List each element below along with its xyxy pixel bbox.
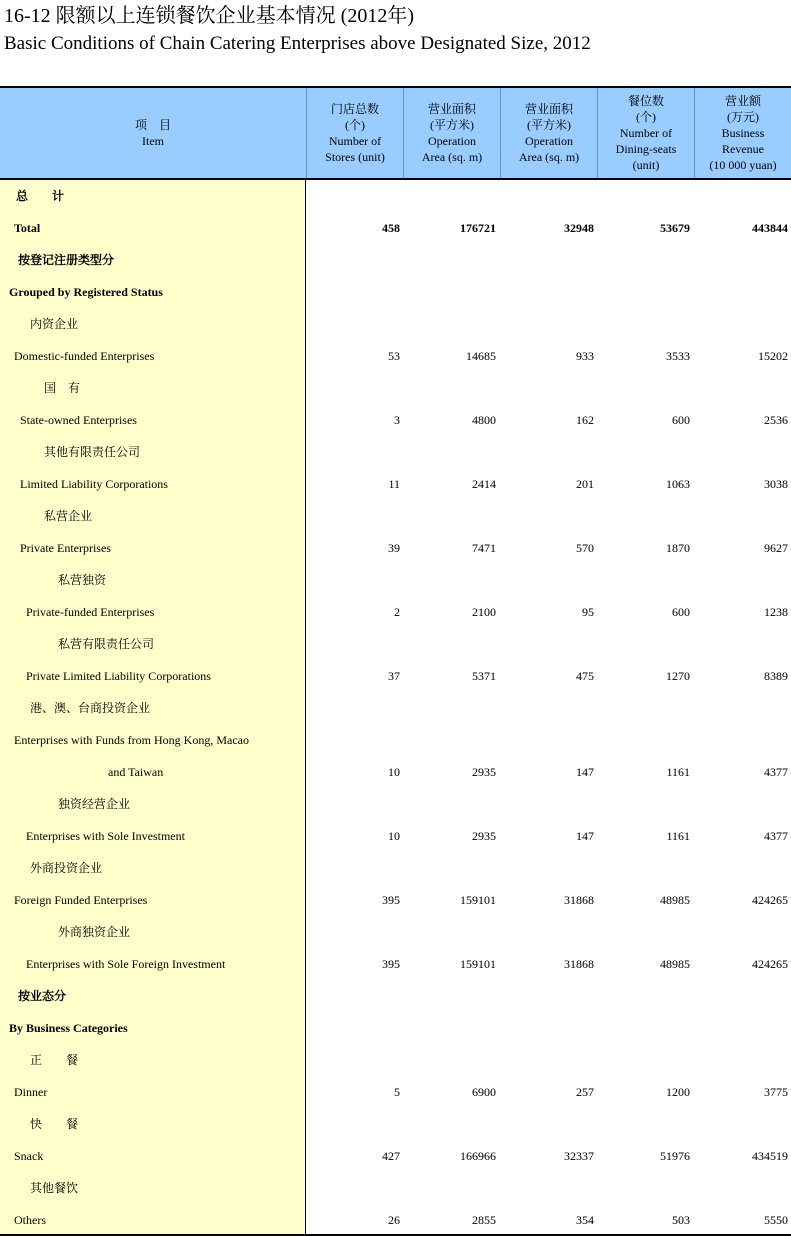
cell-revenue: 1238 [764,605,788,619]
table-row [0,1140,791,1172]
row-label: 外商独资企业 [58,925,131,939]
cell-stores: 395 [382,893,400,907]
header-area1-en2: Area (sq. m) [421,150,483,164]
cell-seats: 1200 [666,1085,690,1099]
cell-area-1: 2414 [472,477,496,491]
row-label: 独资经营企业 [58,797,131,811]
header-area2-cn: 营业面积 [524,102,573,116]
header-item-en: Item [142,134,164,148]
cell-revenue: 9627 [764,541,788,555]
cell-area-1: 166966 [460,1149,496,1163]
row-label: Private-funded Enterprises [26,605,155,619]
cell-area-2: 32948 [564,221,594,235]
header-stores-en1: Number of [328,134,382,148]
cell-seats: 600 [672,605,690,619]
cell-area-1: 159101 [460,893,496,907]
header-seats-en2: Dining-seats [615,142,677,156]
table-row [0,1012,791,1044]
cell-area-1: 7471 [472,541,496,555]
table-row [0,820,791,852]
cell-revenue: 424265 [752,957,788,971]
table-row [0,276,791,308]
row-label: 正 餐 [30,1053,79,1067]
table-row [0,692,791,724]
cell-stores: 10 [388,829,400,843]
cell-area-2: 31868 [564,957,594,971]
row-label: Snack [14,1149,44,1163]
table-row [0,1108,791,1140]
cell-seats: 1161 [666,765,690,779]
table-row [0,1172,791,1204]
cell-area-1: 2935 [472,765,496,779]
header-revenue-en3: (10 000 yuan) [709,158,777,172]
header-area1-en1: Operation [428,134,476,148]
table-row [0,404,791,436]
cell-area-2: 933 [576,349,594,363]
row-label: Others [14,1213,46,1227]
header-area2-en2: Area (sq. m) [518,150,580,164]
cell-area-2: 201 [576,477,594,491]
table-row [0,884,791,916]
table-row [0,468,791,500]
cell-stores: 10 [388,765,400,779]
cell-seats: 600 [672,413,690,427]
cell-revenue: 4377 [764,765,788,779]
table-row [0,1204,791,1236]
row-label: Total [14,221,41,235]
header-seats [597,88,694,178]
cell-stores: 26 [388,1213,400,1227]
header-revenue [694,88,791,178]
cell-stores: 458 [382,221,400,235]
cell-area-2: 257 [576,1085,594,1099]
cell-stores: 53 [388,349,400,363]
row-label: 内资企业 [30,317,79,331]
header-area1-unit: (平方米) [430,118,474,132]
row-label: 快 餐 [30,1117,79,1131]
cell-seats: 3533 [666,349,690,363]
header-stores-cn: 门店总数 [330,102,379,116]
cell-area-2: 475 [576,669,594,683]
cell-stores: 11 [388,477,400,491]
row-label: State-owned Enterprises [20,413,137,427]
table-row [0,628,791,660]
cell-area-1: 6900 [472,1085,496,1099]
row-label: 港、澳、台商投资企业 [30,701,151,715]
header-revenue-en1: Business [721,126,765,140]
table-row [0,180,791,212]
cell-revenue: 4377 [764,829,788,843]
header-stores [306,88,403,178]
header-seats-cn: 餐位数 [627,94,664,108]
cell-area-2: 570 [576,541,594,555]
cell-revenue: 434519 [752,1149,788,1163]
row-label: 外商投资企业 [30,861,103,875]
table-row [0,660,791,692]
cell-area-1: 14685 [466,349,496,363]
cell-stores: 39 [388,541,400,555]
table-row [0,724,791,756]
table-row [0,244,791,276]
table-row [0,756,791,788]
row-label: 总 计 [16,189,65,203]
cell-area-1: 2935 [472,829,496,843]
cell-area-2: 32337 [564,1149,594,1163]
cell-area-1: 2100 [472,605,496,619]
cell-stores: 37 [388,669,400,683]
cell-area-2: 95 [582,605,594,619]
cell-seats: 1270 [666,669,690,683]
cell-revenue: 3775 [764,1085,788,1099]
cell-revenue: 443844 [752,221,788,235]
cell-seats: 1063 [666,477,690,491]
header-area-1 [403,88,500,178]
cell-area-2: 147 [576,829,594,843]
row-label: 国 有 [44,381,81,395]
table-row [0,1044,791,1076]
cell-seats: 53679 [660,221,690,235]
cell-area-2: 354 [576,1213,594,1227]
cell-revenue: 8389 [764,669,788,683]
table-title-en: Basic Conditions of Chain Catering Enterprises above Designated Size, 2012 [4,33,591,54]
header-revenue-en2: Revenue [722,142,764,156]
cell-stores: 2 [394,605,400,619]
table-row [0,1076,791,1108]
header-revenue-unit: (万元) [727,110,759,124]
header-seats-en3: (unit) [632,158,660,172]
cell-area-1: 5371 [472,669,496,683]
row-label: By Business Categories [9,1021,128,1035]
header-area-2 [500,88,597,178]
table-row [0,532,791,564]
header-seats-en1: Number of [619,126,673,140]
cell-revenue: 5550 [764,1213,788,1227]
cell-seats: 48985 [660,893,690,907]
table-row [0,340,791,372]
cell-area-1: 2855 [472,1213,496,1227]
cell-area-2: 31868 [564,893,594,907]
row-label: 按登记注册类型分 [18,253,115,267]
cell-area-1: 176721 [460,221,496,235]
row-label: Enterprises with Sole Foreign Investment [26,957,226,971]
table-row [0,916,791,948]
cell-revenue: 424265 [752,893,788,907]
row-label: 私营有限责任公司 [58,637,155,651]
cell-seats: 1870 [666,541,690,555]
header-item [0,88,306,178]
row-label: 按业态分 [18,989,67,1003]
cell-stores: 3 [394,413,400,427]
header-seats-unit: (个) [636,110,656,124]
table-row [0,308,791,340]
header-area1-cn: 营业面积 [427,102,476,116]
header-stores-en2: Stores (unit) [325,150,385,164]
row-label: Enterprises with Sole Investment [26,829,185,843]
cell-area-1: 159101 [460,957,496,971]
cell-seats: 503 [672,1213,690,1227]
row-label: 其他餐饮 [30,1181,79,1195]
row-label: Grouped by Registered Status [9,285,163,299]
cell-seats: 51976 [660,1149,690,1163]
table-row [0,596,791,628]
cell-revenue: 3038 [764,477,788,491]
table-row [0,564,791,596]
cell-stores: 5 [394,1085,400,1099]
header-item-cn: 项 目 [134,118,171,132]
table-row [0,788,791,820]
row-label: and Taiwan [108,765,164,779]
table-title-cn: 16-12 限额以上连锁餐饮企业基本情况 (2012年) [4,5,414,27]
table-header [0,86,791,180]
table-row [0,948,791,980]
cell-stores: 427 [382,1149,400,1163]
cell-area-2: 162 [576,413,594,427]
table-row [0,372,791,404]
table-row [0,436,791,468]
cell-stores: 395 [382,957,400,971]
cell-revenue: 15202 [758,349,788,363]
row-label: 其他有限责任公司 [44,445,141,459]
row-label: Private Enterprises [20,541,111,555]
cell-area-2: 147 [576,765,594,779]
cell-revenue: 2536 [764,413,788,427]
table-row [0,852,791,884]
cell-seats: 48985 [660,957,690,971]
header-stores-unit: (个) [345,118,365,132]
row-label: Limited Liability Corporations [20,477,168,491]
table-row [0,980,791,1012]
row-label: 私营企业 [44,509,93,523]
row-label: Dinner [14,1085,48,1099]
cell-area-1: 4800 [472,413,496,427]
header-revenue-cn: 营业额 [724,94,761,108]
row-label: Foreign Funded Enterprises [14,893,148,907]
table-row [0,212,791,244]
table-row [0,500,791,532]
row-label: Domestic-funded Enterprises [14,349,155,363]
row-label: Enterprises with Funds from Hong Kong, Macao [14,733,249,747]
cell-seats: 1161 [666,829,690,843]
header-area2-en1: Operation [525,134,573,148]
header-area2-unit: (平方米) [527,118,571,132]
row-label: 私营独资 [58,573,107,587]
row-label: Private Limited Liability Corporations [26,669,211,683]
